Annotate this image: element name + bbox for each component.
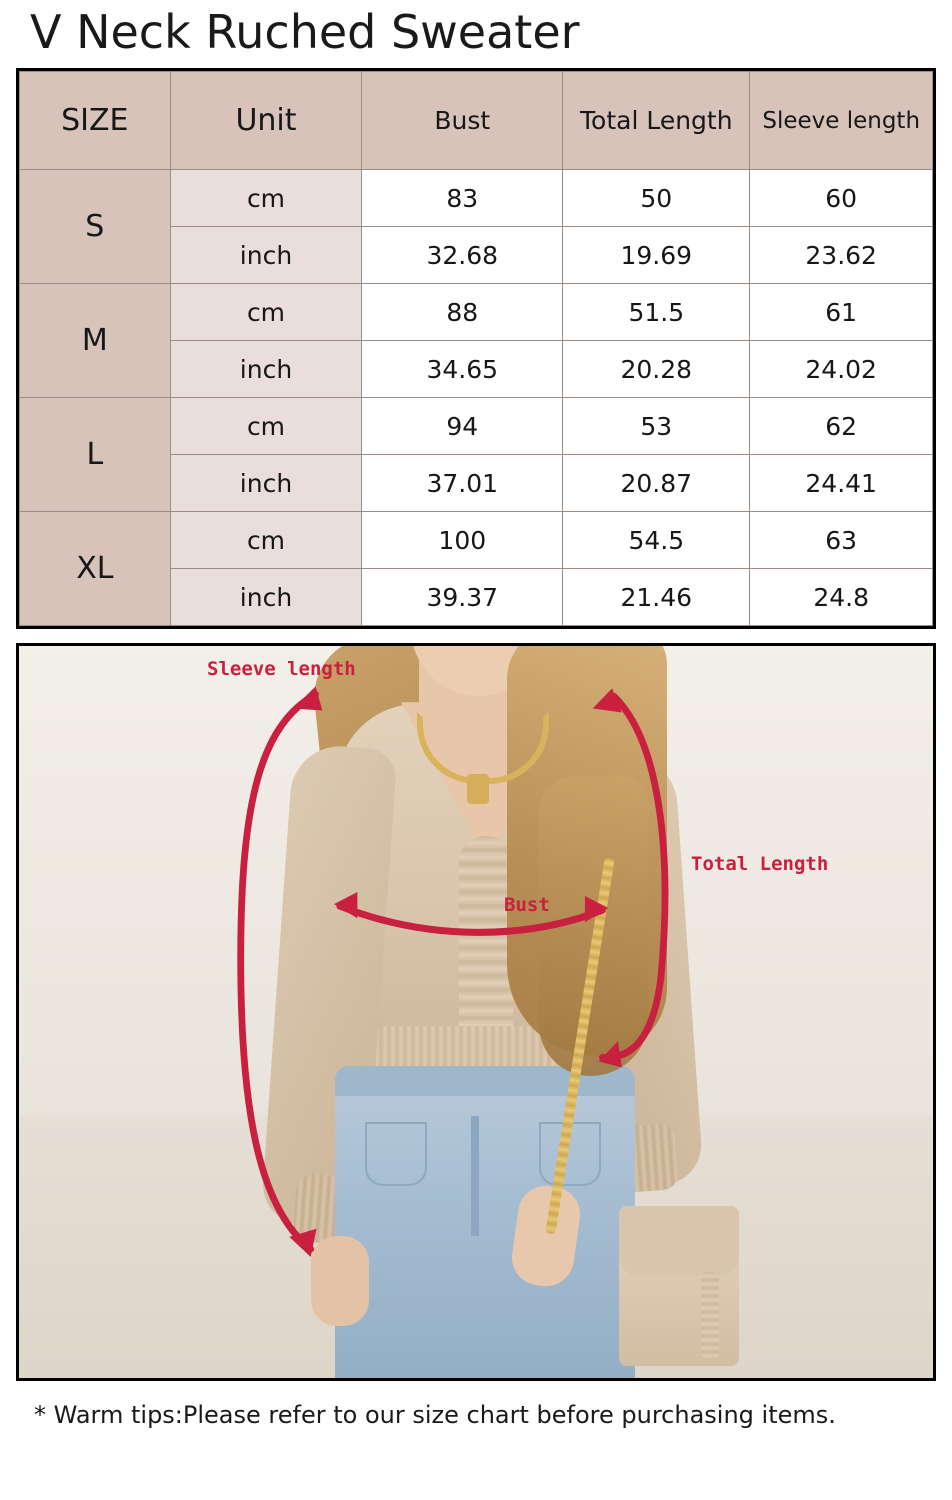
cell-sleeve-inch: 24.02 bbox=[750, 341, 933, 398]
jeans-fly bbox=[471, 1116, 479, 1236]
cell-unit-cm: cm bbox=[170, 170, 362, 227]
cell-bust-inch: 32.68 bbox=[362, 227, 563, 284]
cell-total-cm: 50 bbox=[563, 170, 750, 227]
table-row bbox=[20, 170, 933, 227]
header-unit: Unit bbox=[170, 72, 362, 170]
product-photo-panel bbox=[16, 643, 936, 1381]
cell-unit-cm: cm bbox=[170, 284, 362, 341]
cell-unit-inch: inch bbox=[170, 455, 362, 512]
cell-sleeve-inch: 24.41 bbox=[750, 455, 933, 512]
cell-total-cm: 54.5 bbox=[563, 512, 750, 569]
jeans-pocket-left bbox=[365, 1122, 427, 1186]
cell-bust-cm: 100 bbox=[362, 512, 563, 569]
header-size: SIZE bbox=[20, 72, 171, 170]
annotation-sleeve-length: Sleeve length bbox=[207, 658, 356, 681]
page-title: V Neck Ruched Sweater bbox=[30, 5, 580, 59]
model-jeans bbox=[335, 1066, 635, 1378]
header-sleeve-length: Sleeve length bbox=[750, 72, 933, 170]
model-figure bbox=[19, 646, 933, 1378]
cell-bust-cm: 88 bbox=[362, 284, 563, 341]
header-bust: Bust bbox=[362, 72, 563, 170]
cell-bust-inch: 39.37 bbox=[362, 569, 563, 626]
cell-bust-cm: 83 bbox=[362, 170, 563, 227]
cell-unit-cm: cm bbox=[170, 398, 362, 455]
table-row bbox=[20, 284, 933, 341]
cell-size-s: S bbox=[20, 170, 171, 284]
necklace-pendant bbox=[467, 774, 489, 804]
cell-sleeve-cm: 63 bbox=[750, 512, 933, 569]
table-row bbox=[20, 398, 933, 455]
cell-sleeve-inch: 24.8 bbox=[750, 569, 933, 626]
size-chart-table bbox=[19, 71, 933, 626]
cell-size-l: L bbox=[20, 398, 171, 512]
cell-unit-inch: inch bbox=[170, 569, 362, 626]
sweater-ruching bbox=[459, 836, 513, 1051]
cell-bust-cm: 94 bbox=[362, 398, 563, 455]
product-photo bbox=[19, 646, 933, 1378]
annotation-bust: Bust bbox=[504, 894, 550, 917]
cell-total-inch: 21.46 bbox=[563, 569, 750, 626]
cell-sleeve-cm: 60 bbox=[750, 170, 933, 227]
handbag-flap bbox=[619, 1206, 739, 1276]
cell-bust-inch: 37.01 bbox=[362, 455, 563, 512]
cell-total-cm: 53 bbox=[563, 398, 750, 455]
cell-unit-inch: inch bbox=[170, 227, 362, 284]
cell-sleeve-inch: 23.62 bbox=[750, 227, 933, 284]
cell-bust-inch: 34.65 bbox=[362, 341, 563, 398]
cell-total-inch: 20.28 bbox=[563, 341, 750, 398]
cell-size-m: M bbox=[20, 284, 171, 398]
size-chart-container bbox=[16, 68, 936, 629]
handbag-tassel bbox=[701, 1272, 719, 1358]
cell-total-inch: 19.69 bbox=[563, 227, 750, 284]
cell-unit-inch: inch bbox=[170, 341, 362, 398]
annotation-total-length: Total Length bbox=[691, 853, 829, 876]
cell-total-inch: 20.87 bbox=[563, 455, 750, 512]
cell-unit-cm: cm bbox=[170, 512, 362, 569]
cell-sleeve-cm: 62 bbox=[750, 398, 933, 455]
model-hand-left bbox=[311, 1236, 369, 1326]
header-total-length: Total Length bbox=[563, 72, 750, 170]
warm-tip-text: * Warm tips:Please refer to our size chart before purchasing items. bbox=[34, 1401, 836, 1430]
cell-total-cm: 51.5 bbox=[563, 284, 750, 341]
table-row bbox=[20, 512, 933, 569]
cell-sleeve-cm: 61 bbox=[750, 284, 933, 341]
table-header-row bbox=[20, 72, 933, 170]
cell-size-xl: XL bbox=[20, 512, 171, 626]
